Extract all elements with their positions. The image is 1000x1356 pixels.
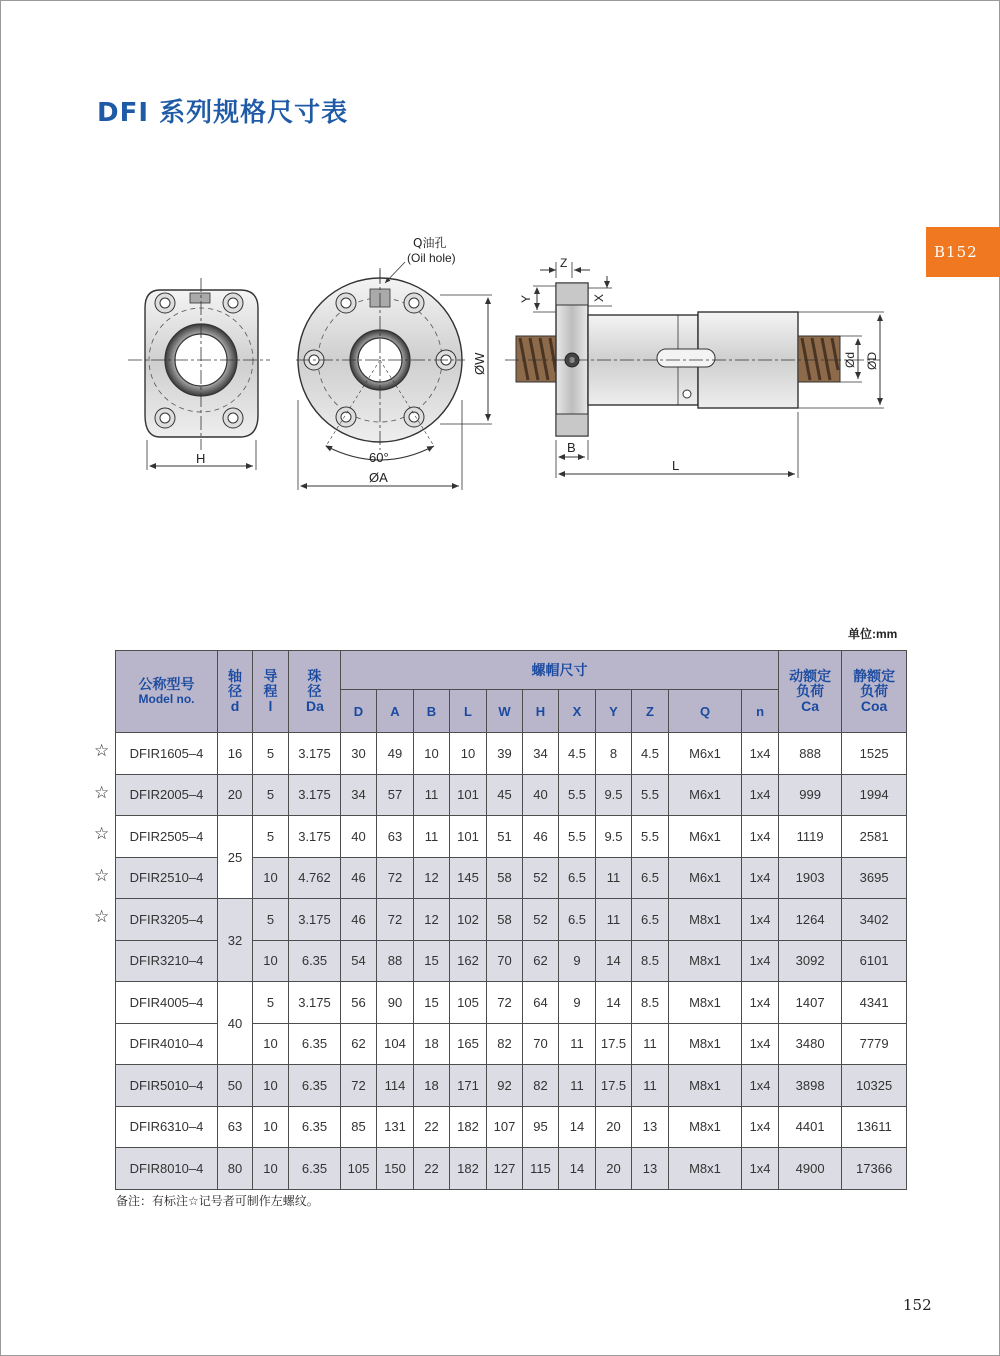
cell-l: 10 [450,733,487,775]
cell-x: 4.5 [559,733,596,775]
cell-y: 20 [596,1148,632,1190]
dim-angle-label: 60° [369,450,389,465]
cell-y: 17.5 [596,1023,632,1065]
cell-z: 5.5 [632,816,669,858]
cell-w: 82 [487,1023,523,1065]
side-view [505,256,884,478]
table-row [116,1065,907,1107]
cell-ca: 3898 [779,1065,842,1107]
cell-n: 1x4 [742,899,779,941]
cell-h: 115 [523,1148,559,1190]
table-row [116,733,907,775]
cell-h: 62 [523,940,559,982]
cell-model: DFIR1605–4 [116,733,218,775]
cell-d: 40 [218,982,253,1065]
header-ball: 珠径 Da [289,651,341,733]
header-col-b: B [414,690,450,733]
cell-b: 22 [414,1148,450,1190]
flange-end-view [128,278,270,470]
table-row [116,982,907,1024]
cell-b: 12 [414,899,450,941]
cell-n: 1x4 [742,982,779,1024]
cell-q: M8x1 [669,1106,742,1148]
dim-w-label: ØW [472,352,487,375]
header-dynamic-load: 动额定负荷 Ca [779,651,842,733]
cell-a: 150 [377,1148,414,1190]
cell-b: 11 [414,774,450,816]
cell-a: 131 [377,1106,414,1148]
dim-a-label: ØA [369,470,388,485]
cell-w: 58 [487,857,523,899]
cell-x: 9 [559,982,596,1024]
cell-q: M8x1 [669,899,742,941]
cell-z: 4.5 [632,733,669,775]
header-col-z: Z [632,690,669,733]
cell-l: 10 [253,857,289,899]
page-number: 152 [903,1296,932,1314]
cell-l: 105 [450,982,487,1024]
cell-q: M8x1 [669,1065,742,1107]
cell-x: 14 [559,1106,596,1148]
cell-l: 5 [253,816,289,858]
cell-x: 14 [559,1148,596,1190]
cell-da: 3.175 [289,899,341,941]
footnote: 备注：有标注☆记号者可制作左螺纹。 [116,1194,319,1208]
cell-a: 90 [377,982,414,1024]
cell-y: 14 [596,982,632,1024]
cell-x: 11 [559,1065,596,1107]
cell-w: 72 [487,982,523,1024]
cell-l: 182 [450,1148,487,1190]
cell-b: 12 [414,857,450,899]
cell-q: M8x1 [669,982,742,1024]
cell-l: 5 [253,774,289,816]
cell-d: 40 [341,816,377,858]
cell-l: 10 [253,1106,289,1148]
cell-d: 80 [218,1148,253,1190]
cell-ca: 1264 [779,899,842,941]
cell-coa: 3695 [842,857,907,899]
cell-n: 1x4 [742,857,779,899]
header-col-d: D [341,690,377,733]
cell-model: DFIR3205–4 [116,899,218,941]
cell-ca: 3480 [779,1023,842,1065]
cell-y: 9.5 [596,774,632,816]
left-thread-star-icon: ☆ [94,907,110,927]
section-tab: B152 [926,227,1000,277]
cell-da: 6.35 [289,1148,341,1190]
cell-z: 5.5 [632,774,669,816]
cell-coa: 4341 [842,982,907,1024]
cell-d: 105 [341,1148,377,1190]
cell-y: 8 [596,733,632,775]
header-shaft: 轴径 d [218,651,253,733]
cell-a: 57 [377,774,414,816]
left-thread-star-icon: ☆ [94,865,110,886]
cell-b: 15 [414,982,450,1024]
left-thread-star-icon: ☆ [94,741,110,761]
cell-l: 182 [450,1106,487,1148]
header-lead: 导程 l [253,651,289,733]
cell-y: 20 [596,1106,632,1148]
cell-b: 11 [414,816,450,858]
cell-h: 52 [523,899,559,941]
cell-l: 5 [253,733,289,775]
cell-h: 40 [523,774,559,816]
cell-z: 6.5 [632,899,669,941]
cell-z: 6.5 [632,857,669,899]
cell-z: 13 [632,1148,669,1190]
cell-ca: 999 [779,774,842,816]
cell-d: 46 [341,899,377,941]
header-col-n: n [742,690,779,733]
header-col-w: W [487,690,523,733]
cell-d: 85 [341,1106,377,1148]
cell-a: 104 [377,1023,414,1065]
cell-n: 1x4 [742,1148,779,1190]
cell-z: 11 [632,1065,669,1107]
cell-da: 4.762 [289,857,341,899]
spec-table [115,650,907,1190]
cell-a: 72 [377,899,414,941]
cell-da: 6.35 [289,1065,341,1107]
cell-coa: 6101 [842,940,907,982]
cell-q: M8x1 [669,940,742,982]
cell-q: M6x1 [669,774,742,816]
cell-model: DFIR2510–4 [116,857,218,899]
table-row [116,774,907,816]
cell-z: 13 [632,1106,669,1148]
cell-q: M6x1 [669,733,742,775]
cell-b: 18 [414,1023,450,1065]
dim-x-label: X [592,293,606,302]
cell-h: 52 [523,857,559,899]
cell-l: 101 [450,774,487,816]
cell-model: DFIR8010–4 [116,1148,218,1190]
header-col-a: A [377,690,414,733]
cell-d: 16 [218,733,253,775]
cell-model: DFIR6310–4 [116,1106,218,1148]
cell-y: 14 [596,940,632,982]
dim-y-label: Y [519,294,533,303]
cell-w: 39 [487,733,523,775]
cell-a: 63 [377,816,414,858]
cell-z: 8.5 [632,940,669,982]
header-col-l: L [450,690,487,733]
cell-ca: 3092 [779,940,842,982]
cell-w: 92 [487,1065,523,1107]
cell-ca: 888 [779,733,842,775]
cell-z: 11 [632,1023,669,1065]
cell-coa: 7779 [842,1023,907,1065]
cell-ca: 1903 [779,857,842,899]
cell-d: 20 [218,774,253,816]
cell-d: 54 [341,940,377,982]
dim-b-label: B [567,440,576,455]
cell-model: DFIR4010–4 [116,1023,218,1065]
cell-w: 45 [487,774,523,816]
cell-n: 1x4 [742,774,779,816]
header-nut-dimensions: 螺帽尺寸 [341,651,779,690]
cell-coa: 2581 [842,816,907,858]
round-flange-view [296,235,492,490]
header-col-q: Q [669,690,742,733]
cell-h: 82 [523,1065,559,1107]
table-row [116,899,907,941]
cell-da: 3.175 [289,982,341,1024]
cell-ca: 1407 [779,982,842,1024]
cell-da: 3.175 [289,774,341,816]
cell-x: 6.5 [559,899,596,941]
cell-da: 3.175 [289,733,341,775]
cell-n: 1x4 [742,1065,779,1107]
cell-y: 9.5 [596,816,632,858]
cell-l: 101 [450,816,487,858]
cell-d: 63 [218,1106,253,1148]
header-col-h: H [523,690,559,733]
cell-model: DFIR3210–4 [116,940,218,982]
oil-hole-en-label: (Oil hole) [407,251,456,265]
cell-a: 49 [377,733,414,775]
cell-x: 5.5 [559,774,596,816]
cell-w: 51 [487,816,523,858]
cell-coa: 1525 [842,733,907,775]
cell-d: 34 [341,774,377,816]
dim-z-label: Z [560,256,568,270]
cell-n: 1x4 [742,733,779,775]
cell-ca: 4401 [779,1106,842,1148]
cell-model: DFIR2005–4 [116,774,218,816]
left-thread-star-icon: ☆ [94,782,110,803]
cell-q: M8x1 [669,1023,742,1065]
cell-d: 56 [341,982,377,1024]
cell-q: M6x1 [669,857,742,899]
cell-l: 10 [253,940,289,982]
cell-w: 107 [487,1106,523,1148]
cell-w: 127 [487,1148,523,1190]
cell-d: 62 [341,1023,377,1065]
dim-l-label: L [672,458,680,473]
cell-x: 9 [559,940,596,982]
cell-l: 10 [253,1148,289,1190]
cell-coa: 1994 [842,774,907,816]
cell-b: 10 [414,733,450,775]
cell-l: 165 [450,1023,487,1065]
cell-ca: 1119 [779,816,842,858]
cell-d: 46 [341,857,377,899]
header-static-load: 静额定负荷 Coa [842,651,907,733]
cell-coa: 3402 [842,899,907,941]
cell-l: 162 [450,940,487,982]
table-row [116,816,907,858]
technical-drawing [0,0,1000,560]
cell-y: 17.5 [596,1065,632,1107]
cell-da: 6.35 [289,940,341,982]
oil-hole-label: Q油孔 [413,236,447,250]
unit-label: 单位:mm [848,627,898,641]
cell-w: 58 [487,899,523,941]
cell-d: 25 [218,816,253,899]
table-row [116,1148,907,1190]
cell-x: 6.5 [559,857,596,899]
cell-h: 95 [523,1106,559,1148]
cell-x: 11 [559,1023,596,1065]
header-model: 公称型号 Model no. [116,651,218,733]
cell-a: 114 [377,1065,414,1107]
cell-da: 6.35 [289,1023,341,1065]
cell-n: 1x4 [742,1106,779,1148]
cell-coa: 17366 [842,1148,907,1190]
header-col-x: X [559,690,596,733]
cell-b: 22 [414,1106,450,1148]
table-row [116,1106,907,1148]
cell-l: 102 [450,899,487,941]
cell-coa: 10325 [842,1065,907,1107]
cell-q: M8x1 [669,1148,742,1190]
cell-b: 18 [414,1065,450,1107]
cell-d: 72 [341,1065,377,1107]
cell-h: 64 [523,982,559,1024]
cell-h: 34 [523,733,559,775]
cell-h: 46 [523,816,559,858]
cell-y: 11 [596,857,632,899]
cell-n: 1x4 [742,940,779,982]
cell-b: 15 [414,940,450,982]
cell-l: 145 [450,857,487,899]
cell-d: 32 [218,899,253,982]
cell-z: 8.5 [632,982,669,1024]
cell-y: 11 [596,899,632,941]
cell-l: 5 [253,899,289,941]
dim-d-big-label: ØD [865,352,879,370]
cell-da: 3.175 [289,816,341,858]
cell-l: 171 [450,1065,487,1107]
cell-model: DFIR2505–4 [116,816,218,858]
cell-a: 88 [377,940,414,982]
cell-n: 1x4 [742,1023,779,1065]
page-title: DFI 系列规格尺寸表 [97,98,349,128]
cell-model: DFIR5010–4 [116,1065,218,1107]
cell-q: M6x1 [669,816,742,858]
header-col-y: Y [596,690,632,733]
cell-a: 72 [377,857,414,899]
dim-d-small-label: Ød [843,351,857,368]
cell-l: 10 [253,1065,289,1107]
left-thread-star-icon: ☆ [94,824,110,844]
cell-x: 5.5 [559,816,596,858]
cell-l: 10 [253,1023,289,1065]
cell-l: 5 [253,982,289,1024]
cell-h: 70 [523,1023,559,1065]
cell-d: 50 [218,1065,253,1107]
cell-d: 30 [341,733,377,775]
dim-h-label: H [196,451,206,466]
cell-w: 70 [487,940,523,982]
cell-n: 1x4 [742,816,779,858]
cell-model: DFIR4005–4 [116,982,218,1024]
cell-da: 6.35 [289,1106,341,1148]
cell-coa: 13611 [842,1106,907,1148]
cell-ca: 4900 [779,1148,842,1190]
